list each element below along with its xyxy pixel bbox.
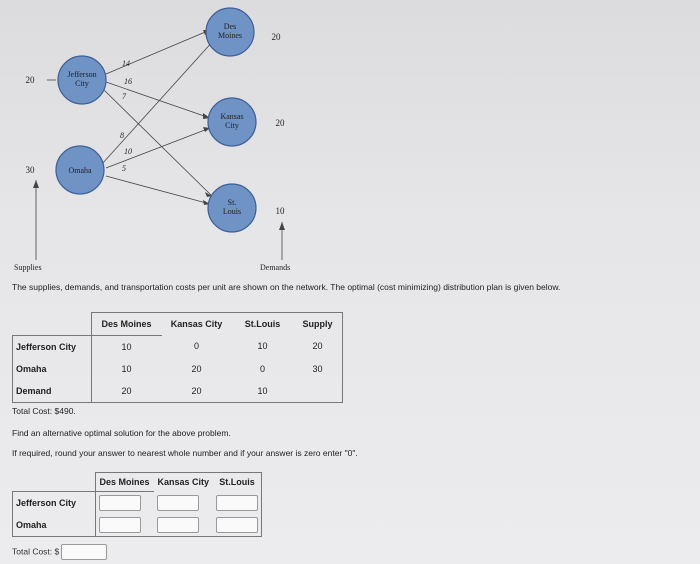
total-cost-text: Total Cost: $490. xyxy=(12,406,76,416)
svg-text:Kansas: Kansas xyxy=(220,112,244,121)
instruction-text: If required, round your answer to nearest whole number and if your answer is zero enter "0". xyxy=(12,448,358,458)
table-cell: 10 xyxy=(232,380,294,403)
col-header-st-louis: St.Louis xyxy=(232,313,294,336)
table-cell: 10 xyxy=(91,358,162,380)
alternative-solution-table xyxy=(12,472,262,537)
row-header: Demand xyxy=(13,380,92,403)
table-row xyxy=(13,380,343,403)
table-cell: 30 xyxy=(294,358,343,380)
total-cost-input-row xyxy=(12,544,107,560)
demand-des-moines: 20 xyxy=(271,32,281,42)
total-cost-input[interactable] xyxy=(61,544,107,560)
table-row xyxy=(13,358,343,380)
supply-omaha: 30 xyxy=(25,165,35,175)
cost-label: 16 xyxy=(124,77,132,86)
input-jefferson-city-des-moines[interactable] xyxy=(99,495,141,511)
table-row xyxy=(13,514,262,537)
table-cell xyxy=(294,380,343,403)
svg-text:Louis: Louis xyxy=(222,207,242,216)
table-cell: 10 xyxy=(91,335,162,358)
cost-label: 7 xyxy=(122,92,126,101)
table-cell: 20 xyxy=(91,380,162,403)
row-header: Jefferson City xyxy=(13,335,92,358)
col-header-des-moines: Des Moines xyxy=(95,473,154,492)
svg-text:City: City xyxy=(225,121,239,130)
supply-jefferson-city: 20 xyxy=(25,75,35,85)
input-omaha-st-louis[interactable] xyxy=(216,517,258,533)
col-header-st-louis: St.Louis xyxy=(213,473,262,492)
table-cell: 20 xyxy=(162,380,232,403)
input-omaha-des-moines[interactable] xyxy=(99,517,141,533)
node-omaha xyxy=(56,146,104,194)
table-cell: 20 xyxy=(294,335,343,358)
supplies-label: Supplies xyxy=(14,263,42,272)
table-row xyxy=(13,492,262,515)
demand-st-louis: 10 xyxy=(275,206,285,216)
table-cell: 20 xyxy=(191,363,202,374)
svg-text:St.: St. xyxy=(227,198,237,207)
table-cell: 0 xyxy=(193,341,199,352)
demands-label: Demands xyxy=(260,263,291,272)
col-header-supply: Supply xyxy=(294,313,343,336)
input-jefferson-city-kansas-city[interactable] xyxy=(157,495,199,511)
question-text: Find an alternative optimal solution for the above problem. xyxy=(12,428,231,438)
arc-om-sl xyxy=(106,176,210,204)
optimal-distribution-table xyxy=(12,312,343,403)
node-st-louis xyxy=(208,184,256,232)
svg-text:City: City xyxy=(75,79,89,88)
total-cost-input-label: Total Cost: $ xyxy=(12,546,60,557)
col-header-kansas-city: Kansas City xyxy=(154,473,214,492)
svg-text:Moines: Moines xyxy=(218,31,242,40)
row-header: Jefferson City xyxy=(13,492,96,515)
cost-label: 10 xyxy=(124,147,132,156)
table-cell: 10 xyxy=(257,341,268,352)
input-jefferson-city-st-louis[interactable] xyxy=(216,495,258,511)
cost-label: 8 xyxy=(120,131,124,140)
node-kansas-city xyxy=(208,98,256,146)
node-jefferson-city xyxy=(58,56,106,104)
col-header-des-moines: Des Moines xyxy=(91,313,162,336)
demand-kansas-city: 20 xyxy=(275,118,285,128)
row-header: Omaha xyxy=(13,358,92,380)
input-omaha-kansas-city[interactable] xyxy=(157,517,199,533)
node-des-moines xyxy=(206,8,254,56)
row-header: Omaha xyxy=(13,514,96,537)
arc-om-dm xyxy=(102,40,214,164)
svg-text:Jefferson: Jefferson xyxy=(67,70,97,79)
table-cell: 0 xyxy=(259,363,265,374)
table-row xyxy=(13,335,343,358)
cost-label: 14 xyxy=(122,59,130,68)
col-header-kansas-city: Kansas City xyxy=(162,313,232,336)
svg-text:Des: Des xyxy=(223,22,237,31)
svg-text:Omaha: Omaha xyxy=(68,166,92,175)
problem-caption: The supplies, demands, and transportation costs per unit are shown on the network. The optimal (cost minimizing) distribution plan is given below. xyxy=(12,282,561,292)
cost-label: 5 xyxy=(122,164,126,173)
